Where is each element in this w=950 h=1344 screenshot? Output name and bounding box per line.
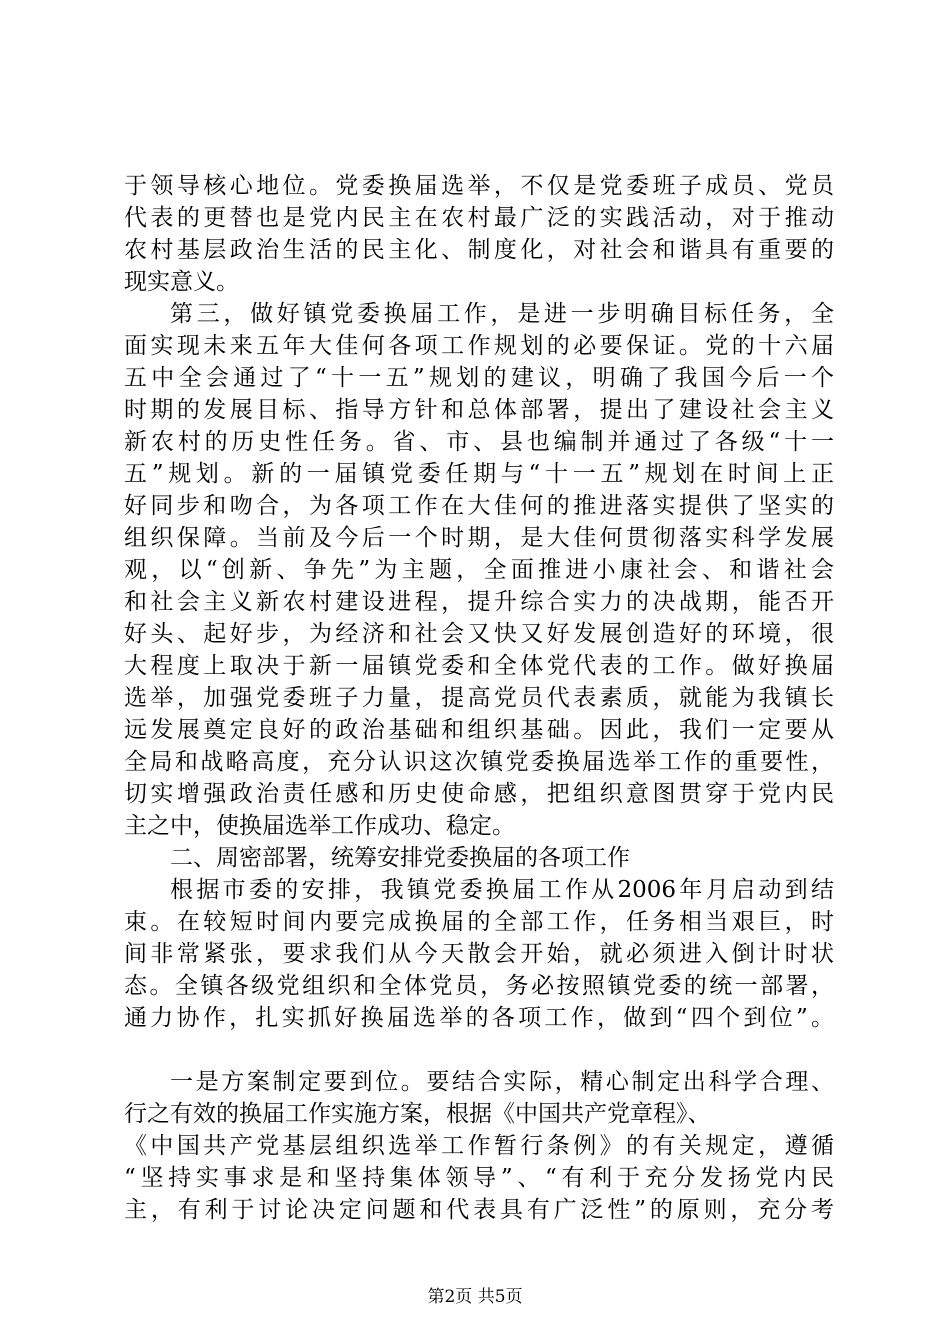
page-number: 第2页 共5页 (427, 1287, 523, 1307)
text-line: 和社会主义新农村建设进程，提升综合实力的决战期，能否开 (124, 589, 834, 615)
text-line: 一是方案制定要到位。要结合实际，精心制定出科学合理、 (170, 1069, 834, 1095)
text-line: 面实现未来五年大佳何各项工作规划的必要保证。党的十六届 (124, 333, 834, 359)
text-line: 主，有利于讨论决定问题和代表具有广泛性”的原则，充分考 (124, 1197, 834, 1223)
text-line: 切实增强政治责任感和历史使命感，把组织意图贯穿于党内民 (124, 781, 834, 807)
text-line: 五中全会通过了“十一五”规划的建议，明确了我国今后一个 (124, 365, 834, 391)
text-line: 间非常紧张，要求我们从今天散会开始，就必须进入倒计时状 (124, 941, 834, 967)
text-line: 通力协作，扎实抓好换届选举的各项工作，做到“四个到位”。 (124, 1005, 834, 1031)
text-line: 远发展奠定良好的政治基础和组织基础。因此，我们一定要从 (124, 717, 834, 743)
text-line: 主之中，使换届选举工作成功、稳定。 (124, 813, 515, 839)
text-line: 时期的发展目标、指导方针和总体部署，提出了建设社会主义 (124, 397, 834, 423)
paragraph-gap (124, 1034, 834, 1066)
text-line: 《中国共产党基层组织选举工作暂行条例》的有关规定，遵循 (124, 1133, 834, 1159)
text-line: 好头、起好步，为经济和社会又快又好发展创造好的环境，很 (124, 621, 834, 647)
text-line: “坚持实事求是和坚持集体领导”、“有利于充分发扬党内民 (124, 1165, 834, 1191)
text-line: 观，以“创新、争先”为主题，全面推进小康社会、和谐社会 (124, 557, 834, 583)
section-heading (124, 842, 834, 874)
paragraph (124, 298, 834, 842)
paragraph (124, 874, 834, 1034)
text-line: 于领导核心地位。党委换届选举，不仅是党委班子成员、党员 (124, 173, 834, 199)
text-line: 全局和战略高度，充分认识这次镇党委换届选举工作的重要性， (124, 749, 834, 775)
text-line: 行之有效的换届工作实施方案，根据《中国共产党章程》、 (124, 1101, 711, 1127)
document-body (124, 170, 834, 1226)
text-line: 好同步和吻合，为各项工作在大佳何的推进落实提供了坚实的 (124, 493, 834, 519)
text-line: 代表的更替也是党内民主在农村最广泛的实践活动，对于推动 (124, 205, 834, 231)
text-line: 二、周密部署，统筹安排党委换届的各项工作 (170, 845, 630, 871)
text-line: 新农村的历史性任务。省、市、县也编制并通过了各级“十一 (124, 429, 834, 455)
paragraph (124, 1066, 834, 1226)
text-line: 农村基层政治生活的民主化、制度化，对社会和谐具有重要的 (124, 237, 834, 263)
text-line: 根据市委的安排，我镇党委换届工作从2006年月启动到结 (170, 877, 834, 903)
text-line: 束。在较短时间内要完成换届的全部工作，任务相当艰巨，时 (124, 909, 834, 935)
text-line: 选举，加强党委班子力量，提高党员代表素质，就能为我镇长 (124, 685, 834, 711)
text-line: 五”规划。新的一届镇党委任期与“十一五”规划在时间上正 (124, 461, 834, 487)
text-line: 大程度上取决于新一届镇党委和全体党代表的工作。做好换届 (124, 653, 834, 679)
text-line: 第三，做好镇党委换届工作，是进一步明确目标任务，全 (170, 301, 834, 327)
paragraph (124, 170, 834, 298)
text-line: 现实意义。 (124, 269, 239, 295)
text-line: 态。全镇各级党组织和全体党员，务必按照镇党委的统一部署， (124, 973, 834, 999)
text-line: 组织保障。当前及今后一个时期，是大佳何贯彻落实科学发展 (124, 525, 834, 551)
